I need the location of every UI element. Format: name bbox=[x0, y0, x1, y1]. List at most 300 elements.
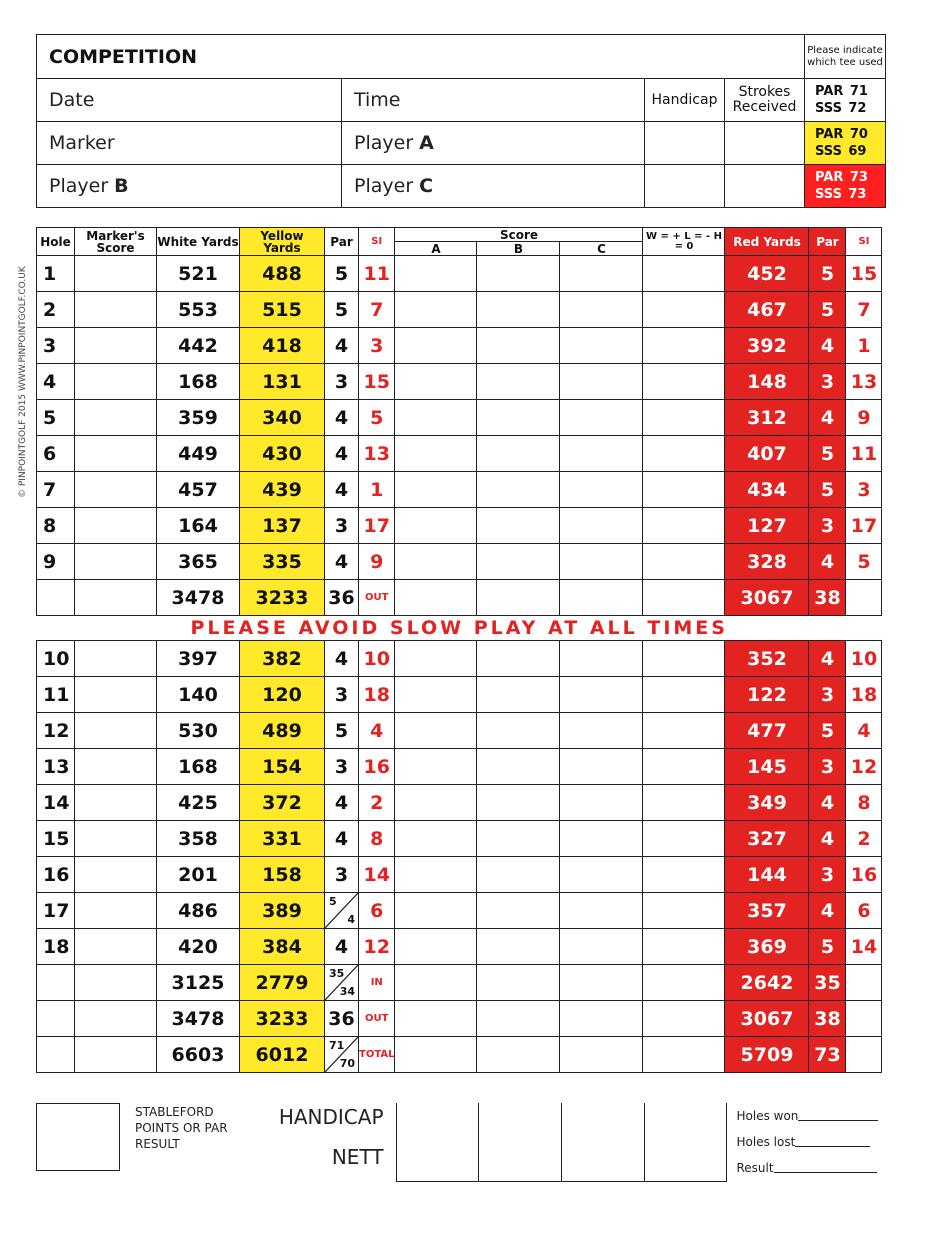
stroke-index: 9 bbox=[359, 544, 395, 580]
score-wlh-cell[interactable] bbox=[643, 785, 725, 821]
marker-score-cell[interactable] bbox=[75, 292, 157, 328]
score-wlh-cell[interactable] bbox=[643, 893, 725, 929]
yellow-yards-total: 6012 bbox=[240, 1037, 325, 1073]
stroke-index: 17 bbox=[359, 508, 395, 544]
white-yards-total: 3125 bbox=[157, 965, 240, 1001]
holes-won-underline bbox=[798, 1120, 878, 1121]
red-par: 3 bbox=[809, 364, 846, 400]
score-c-cell[interactable] bbox=[560, 1001, 643, 1037]
stroke-index: 11 bbox=[359, 256, 395, 292]
score-wlh-cell[interactable] bbox=[643, 256, 725, 292]
par-split-bottom: 34 bbox=[339, 985, 355, 998]
hole-number: 13 bbox=[37, 749, 75, 785]
white-yards: 530 bbox=[157, 713, 240, 749]
hole-number: 18 bbox=[37, 929, 75, 965]
par: 4 bbox=[325, 472, 359, 508]
score-b-cell[interactable] bbox=[477, 472, 560, 508]
player-c-field[interactable] bbox=[342, 165, 645, 208]
white-sss: 72 bbox=[848, 101, 867, 116]
hole-number: 4 bbox=[37, 364, 75, 400]
score-c-cell[interactable] bbox=[560, 641, 643, 677]
par: 5 bbox=[325, 292, 359, 328]
total-label: OUT bbox=[359, 1001, 395, 1037]
red-si-empty bbox=[846, 965, 882, 1001]
score-c-cell[interactable] bbox=[560, 1037, 643, 1073]
white-tee-box[interactable] bbox=[805, 79, 886, 122]
red-par: 3 bbox=[809, 857, 846, 893]
red-par: 4 bbox=[809, 328, 846, 364]
red-sss: 73 bbox=[848, 187, 867, 202]
score-c-cell[interactable] bbox=[560, 929, 643, 965]
score-a-cell[interactable] bbox=[395, 677, 477, 713]
footer-wlh[interactable] bbox=[644, 1103, 726, 1181]
red-par: 4 bbox=[809, 400, 846, 436]
score-c-cell[interactable] bbox=[560, 821, 643, 857]
par-split-top: 5 bbox=[329, 895, 337, 908]
player-b-strokes[interactable] bbox=[725, 165, 805, 208]
player-b-handicap[interactable] bbox=[645, 165, 725, 208]
score-wlh-cell[interactable] bbox=[643, 544, 725, 580]
score-c-cell[interactable] bbox=[560, 893, 643, 929]
red-yards: 144 bbox=[725, 857, 809, 893]
score-c-cell[interactable] bbox=[560, 965, 643, 1001]
hole-number: 7 bbox=[37, 472, 75, 508]
red-stroke-index: 18 bbox=[846, 677, 882, 713]
time-label: Time bbox=[354, 89, 401, 111]
white-yards: 359 bbox=[157, 400, 240, 436]
par-split-top: 71 bbox=[329, 1039, 345, 1052]
red-par: 3 bbox=[809, 677, 846, 713]
hole-number: 3 bbox=[37, 328, 75, 364]
score-b-cell[interactable] bbox=[477, 641, 560, 677]
player-word: Player bbox=[354, 175, 414, 197]
score-wlh-cell[interactable] bbox=[643, 749, 725, 785]
marker-score-cell[interactable] bbox=[75, 436, 157, 472]
marker-score-cell[interactable] bbox=[75, 713, 157, 749]
col-white-yards: White Yards bbox=[157, 228, 240, 256]
stroke-index: 13 bbox=[359, 436, 395, 472]
stroke-index: 3 bbox=[359, 328, 395, 364]
col-red-yards: Red Yards bbox=[725, 228, 809, 256]
hole-row bbox=[37, 544, 882, 580]
score-a-cell[interactable] bbox=[395, 929, 477, 965]
score-a-cell[interactable] bbox=[395, 256, 477, 292]
red-yards: 467 bbox=[725, 292, 809, 328]
score-wlh-cell[interactable] bbox=[643, 364, 725, 400]
time-field[interactable] bbox=[342, 79, 645, 122]
score-a-cell[interactable] bbox=[395, 508, 477, 544]
player-a-handicap[interactable] bbox=[645, 122, 725, 165]
hole-number: 15 bbox=[37, 821, 75, 857]
marker-score-cell[interactable] bbox=[75, 821, 157, 857]
score-a-cell[interactable] bbox=[395, 544, 477, 580]
hole-row bbox=[37, 508, 882, 544]
grand-total-row bbox=[37, 1037, 882, 1073]
red-par: 4 bbox=[809, 641, 846, 677]
marker-score-cell[interactable] bbox=[75, 785, 157, 821]
white-yards: 168 bbox=[157, 364, 240, 400]
score-b-cell[interactable] bbox=[477, 328, 560, 364]
score-c-cell[interactable] bbox=[560, 857, 643, 893]
white-yards-total: 6603 bbox=[157, 1037, 240, 1073]
red-stroke-index: 12 bbox=[846, 749, 882, 785]
result-underline bbox=[774, 1172, 877, 1173]
result-line[interactable] bbox=[737, 1155, 884, 1181]
footer-score-a[interactable] bbox=[396, 1103, 478, 1181]
score-b-cell[interactable] bbox=[477, 785, 560, 821]
in-total-row bbox=[37, 965, 882, 1001]
red-yards: 369 bbox=[725, 929, 809, 965]
hole-number: 14 bbox=[37, 785, 75, 821]
score-a-cell[interactable] bbox=[395, 893, 477, 929]
hole-row bbox=[37, 292, 882, 328]
holes-lost-underline bbox=[795, 1146, 870, 1147]
hole-row bbox=[37, 893, 882, 929]
red-par-total: 73 bbox=[809, 1037, 846, 1073]
score-b-cell[interactable] bbox=[477, 929, 560, 965]
par: 4 bbox=[325, 785, 359, 821]
marker-label: Marker bbox=[49, 132, 115, 154]
red-yards: 145 bbox=[725, 749, 809, 785]
score-wlh-cell[interactable] bbox=[643, 436, 725, 472]
stableford-box[interactable] bbox=[36, 1103, 120, 1171]
red-par: 5 bbox=[809, 929, 846, 965]
hole-row bbox=[37, 713, 882, 749]
player-a-field[interactable] bbox=[342, 122, 645, 165]
sss-label: SSS bbox=[815, 187, 842, 202]
hole-row bbox=[37, 400, 882, 436]
red-stroke-index: 3 bbox=[846, 472, 882, 508]
score-c-cell[interactable] bbox=[560, 677, 643, 713]
red-yards: 357 bbox=[725, 893, 809, 929]
sss-label: SSS bbox=[815, 101, 842, 116]
hole-number: 9 bbox=[37, 544, 75, 580]
red-tee-box[interactable] bbox=[805, 165, 886, 208]
score-a-cell[interactable] bbox=[395, 580, 477, 616]
hole-number: 6 bbox=[37, 436, 75, 472]
stroke-index: 8 bbox=[359, 821, 395, 857]
red-stroke-index: 10 bbox=[846, 641, 882, 677]
holes-lost-line[interactable] bbox=[737, 1129, 884, 1155]
total-label: TOTAL bbox=[359, 1037, 395, 1073]
red-stroke-index: 2 bbox=[846, 821, 882, 857]
marker-score-cell[interactable] bbox=[75, 508, 157, 544]
hole-number: 16 bbox=[37, 857, 75, 893]
white-yards: 521 bbox=[157, 256, 240, 292]
score-b-cell[interactable] bbox=[477, 821, 560, 857]
col-score-b: B bbox=[477, 242, 560, 256]
red-stroke-index: 8 bbox=[846, 785, 882, 821]
score-c-cell[interactable] bbox=[560, 580, 643, 616]
yellow-yards: 439 bbox=[240, 472, 325, 508]
score-c-cell[interactable] bbox=[560, 713, 643, 749]
red-stroke-index: 7 bbox=[846, 292, 882, 328]
yellow-tee-box[interactable] bbox=[805, 122, 886, 165]
red-si-empty bbox=[846, 580, 882, 616]
score-a-cell[interactable] bbox=[395, 1001, 477, 1037]
red-yards: 328 bbox=[725, 544, 809, 580]
marker-score-cell[interactable] bbox=[75, 328, 157, 364]
yellow-sss: 69 bbox=[848, 144, 867, 159]
score-b-cell[interactable] bbox=[477, 508, 560, 544]
score-c-cell[interactable] bbox=[560, 785, 643, 821]
marker-score-cell[interactable] bbox=[75, 400, 157, 436]
score-a-cell[interactable] bbox=[395, 785, 477, 821]
stroke-index: 18 bbox=[359, 677, 395, 713]
white-yards-total: 3478 bbox=[157, 580, 240, 616]
marker-score-cell[interactable] bbox=[75, 893, 157, 929]
score-a-cell[interactable] bbox=[395, 965, 477, 1001]
marker-total-cell[interactable] bbox=[75, 965, 157, 1001]
score-c-cell[interactable] bbox=[560, 364, 643, 400]
marker-score-cell[interactable] bbox=[75, 857, 157, 893]
score-a-cell[interactable] bbox=[395, 364, 477, 400]
red-par-total: 38 bbox=[809, 580, 846, 616]
red-par: 5 bbox=[809, 292, 846, 328]
par: 3 bbox=[325, 749, 359, 785]
red-stroke-index: 13 bbox=[846, 364, 882, 400]
red-par: 5 bbox=[809, 713, 846, 749]
score-b-cell[interactable] bbox=[477, 364, 560, 400]
marker-score-cell[interactable] bbox=[75, 364, 157, 400]
marker-total-cell[interactable] bbox=[75, 1001, 157, 1037]
score-c-cell[interactable] bbox=[560, 256, 643, 292]
player-b-letter: B bbox=[114, 175, 129, 197]
score-a-cell[interactable] bbox=[395, 1037, 477, 1073]
red-stroke-index: 11 bbox=[846, 436, 882, 472]
player-c-letter: C bbox=[419, 175, 434, 197]
par: 5 bbox=[325, 256, 359, 292]
col-red-par: Par bbox=[809, 228, 846, 256]
red-par: 4 bbox=[809, 821, 846, 857]
score-b-cell[interactable] bbox=[477, 580, 560, 616]
red-yards-total: 2642 bbox=[725, 965, 809, 1001]
score-c-cell[interactable] bbox=[560, 328, 643, 364]
score-wlh-cell[interactable] bbox=[643, 641, 725, 677]
holes-won-line[interactable] bbox=[737, 1103, 884, 1129]
hole-row bbox=[37, 857, 882, 893]
footer-score-c[interactable] bbox=[561, 1103, 644, 1181]
score-wlh-cell[interactable] bbox=[643, 472, 725, 508]
score-wlh-cell[interactable] bbox=[643, 328, 725, 364]
red-yards-total: 3067 bbox=[725, 1001, 809, 1037]
score-b-cell[interactable] bbox=[477, 713, 560, 749]
white-yards: 442 bbox=[157, 328, 240, 364]
hole-row bbox=[37, 785, 882, 821]
score-wlh-cell[interactable] bbox=[643, 821, 725, 857]
competition-field[interactable] bbox=[37, 35, 805, 79]
score-b-cell[interactable] bbox=[477, 1001, 560, 1037]
copyright-text: © PINPOINTGOLF 2015 WWW.PINPOINTGOLF.CO.UK bbox=[18, 266, 28, 498]
red-par: 4 bbox=[809, 785, 846, 821]
marker-total-cell[interactable] bbox=[75, 1037, 157, 1073]
score-a-cell[interactable] bbox=[395, 749, 477, 785]
handicap-label: HANDICAP bbox=[278, 1105, 384, 1129]
score-wlh-cell[interactable] bbox=[643, 400, 725, 436]
red-yards-total: 5709 bbox=[725, 1037, 809, 1073]
red-stroke-index: 17 bbox=[846, 508, 882, 544]
red-stroke-index: 6 bbox=[846, 893, 882, 929]
score-c-cell[interactable] bbox=[560, 292, 643, 328]
marker-score-cell[interactable] bbox=[75, 472, 157, 508]
par: 4 bbox=[325, 328, 359, 364]
par-split-bottom: 4 bbox=[347, 913, 355, 926]
par: 4 bbox=[325, 821, 359, 857]
yellow-yards-total: 2779 bbox=[240, 965, 325, 1001]
score-a-cell[interactable] bbox=[395, 713, 477, 749]
hole-row bbox=[37, 749, 882, 785]
out-total-row bbox=[37, 580, 882, 616]
white-yards-total: 3478 bbox=[157, 1001, 240, 1037]
yellow-par: 70 bbox=[849, 127, 868, 142]
yellow-yards: 335 bbox=[240, 544, 325, 580]
score-a-cell[interactable] bbox=[395, 400, 477, 436]
total-label: IN bbox=[359, 965, 395, 1001]
red-stroke-index: 14 bbox=[846, 929, 882, 965]
score-a-cell[interactable] bbox=[395, 857, 477, 893]
score-b-cell[interactable] bbox=[477, 436, 560, 472]
empty-hole-cell bbox=[37, 1037, 75, 1073]
white-yards: 449 bbox=[157, 436, 240, 472]
score-b-cell[interactable] bbox=[477, 965, 560, 1001]
white-yards: 164 bbox=[157, 508, 240, 544]
hole-number: 2 bbox=[37, 292, 75, 328]
score-b-cell[interactable] bbox=[477, 400, 560, 436]
par-split-cell bbox=[325, 1037, 359, 1073]
hole-row bbox=[37, 821, 882, 857]
marker-score-cell[interactable] bbox=[75, 256, 157, 292]
red-yards: 327 bbox=[725, 821, 809, 857]
par: 5 bbox=[325, 713, 359, 749]
score-a-cell[interactable] bbox=[395, 436, 477, 472]
score-c-cell[interactable] bbox=[560, 508, 643, 544]
marker-score-cell[interactable] bbox=[75, 929, 157, 965]
score-a-cell[interactable] bbox=[395, 292, 477, 328]
stroke-index: 15 bbox=[359, 364, 395, 400]
stroke-index: 5 bbox=[359, 400, 395, 436]
yellow-yards: 372 bbox=[240, 785, 325, 821]
white-yards: 420 bbox=[157, 929, 240, 965]
tee-note: Please indicate which tee used bbox=[805, 35, 886, 79]
score-c-cell[interactable] bbox=[560, 544, 643, 580]
competition-label: COMPETITION bbox=[49, 45, 198, 68]
player-b-field[interactable] bbox=[37, 165, 342, 208]
yellow-yards: 154 bbox=[240, 749, 325, 785]
yellow-yards: 489 bbox=[240, 713, 325, 749]
score-a-cell[interactable] bbox=[395, 821, 477, 857]
stroke-index: 10 bbox=[359, 641, 395, 677]
stroke-index: 16 bbox=[359, 749, 395, 785]
red-yards: 349 bbox=[725, 785, 809, 821]
footer-score-b[interactable] bbox=[478, 1103, 561, 1181]
col-yellow-yards: Yellow Yards bbox=[240, 228, 325, 256]
par: 3 bbox=[325, 508, 359, 544]
red-yards: 434 bbox=[725, 472, 809, 508]
red-stroke-index: 4 bbox=[846, 713, 882, 749]
marker-score-cell[interactable] bbox=[75, 749, 157, 785]
hole-number: 11 bbox=[37, 677, 75, 713]
empty-hole-cell bbox=[37, 1001, 75, 1037]
col-red-si: SI bbox=[846, 228, 882, 256]
red-stroke-index: 5 bbox=[846, 544, 882, 580]
red-yards: 407 bbox=[725, 436, 809, 472]
red-par-total: 38 bbox=[809, 1001, 846, 1037]
score-b-cell[interactable] bbox=[477, 544, 560, 580]
score-wlh-cell[interactable] bbox=[643, 1001, 725, 1037]
score-wlh-cell[interactable] bbox=[643, 965, 725, 1001]
player-a-strokes[interactable] bbox=[725, 122, 805, 165]
score-c-cell[interactable] bbox=[560, 472, 643, 508]
hole-row bbox=[37, 472, 882, 508]
hole-number: 10 bbox=[37, 641, 75, 677]
score-c-cell[interactable] bbox=[560, 749, 643, 785]
score-b-cell[interactable] bbox=[477, 677, 560, 713]
stroke-index: 6 bbox=[359, 893, 395, 929]
par: 4 bbox=[325, 400, 359, 436]
par-label: PAR bbox=[815, 127, 844, 142]
score-wlh-cell[interactable] bbox=[643, 580, 725, 616]
score-b-cell[interactable] bbox=[477, 857, 560, 893]
score-b-cell[interactable] bbox=[477, 749, 560, 785]
slow-play-row bbox=[37, 616, 882, 641]
score-b-cell[interactable] bbox=[477, 893, 560, 929]
yellow-yards: 430 bbox=[240, 436, 325, 472]
score-wlh-cell[interactable] bbox=[643, 857, 725, 893]
yellow-yards: 515 bbox=[240, 292, 325, 328]
marker-score-cell[interactable] bbox=[75, 544, 157, 580]
date-field[interactable] bbox=[37, 79, 342, 122]
white-yards: 397 bbox=[157, 641, 240, 677]
score-wlh-cell[interactable] bbox=[643, 677, 725, 713]
stroke-index: 1 bbox=[359, 472, 395, 508]
score-wlh-cell[interactable] bbox=[643, 292, 725, 328]
score-a-cell[interactable] bbox=[395, 328, 477, 364]
red-stroke-index: 15 bbox=[846, 256, 882, 292]
score-b-cell[interactable] bbox=[477, 1037, 560, 1073]
score-a-cell[interactable] bbox=[395, 641, 477, 677]
score-b-cell[interactable] bbox=[477, 256, 560, 292]
yellow-yards: 331 bbox=[240, 821, 325, 857]
strokes-received-header: Strokes Received bbox=[725, 79, 805, 122]
empty-hole-cell bbox=[37, 965, 75, 1001]
score-a-cell[interactable] bbox=[395, 472, 477, 508]
sss-label: SSS bbox=[815, 144, 842, 159]
par-split-top: 35 bbox=[329, 967, 345, 980]
red-yards: 392 bbox=[725, 328, 809, 364]
red-par: 5 bbox=[809, 256, 846, 292]
marker-total-cell[interactable] bbox=[75, 580, 157, 616]
score-c-cell[interactable] bbox=[560, 436, 643, 472]
score-wlh-cell[interactable] bbox=[643, 508, 725, 544]
score-wlh-cell[interactable] bbox=[643, 929, 725, 965]
marker-field[interactable] bbox=[37, 122, 342, 165]
out-total-row-2 bbox=[37, 1001, 882, 1037]
total-label: OUT bbox=[359, 580, 395, 616]
marker-score-cell[interactable] bbox=[75, 641, 157, 677]
red-par: 4 bbox=[809, 893, 846, 929]
footer-labels bbox=[234, 1103, 396, 1181]
yellow-yards: 382 bbox=[240, 641, 325, 677]
marker-score-cell[interactable] bbox=[75, 677, 157, 713]
score-c-cell[interactable] bbox=[560, 400, 643, 436]
col-si: SI bbox=[359, 228, 395, 256]
col-par: Par bbox=[325, 228, 359, 256]
score-b-cell[interactable] bbox=[477, 292, 560, 328]
col-score-a: A bbox=[395, 242, 477, 256]
score-wlh-cell[interactable] bbox=[643, 713, 725, 749]
par: 4 bbox=[325, 436, 359, 472]
score-wlh-cell[interactable] bbox=[643, 1037, 725, 1073]
